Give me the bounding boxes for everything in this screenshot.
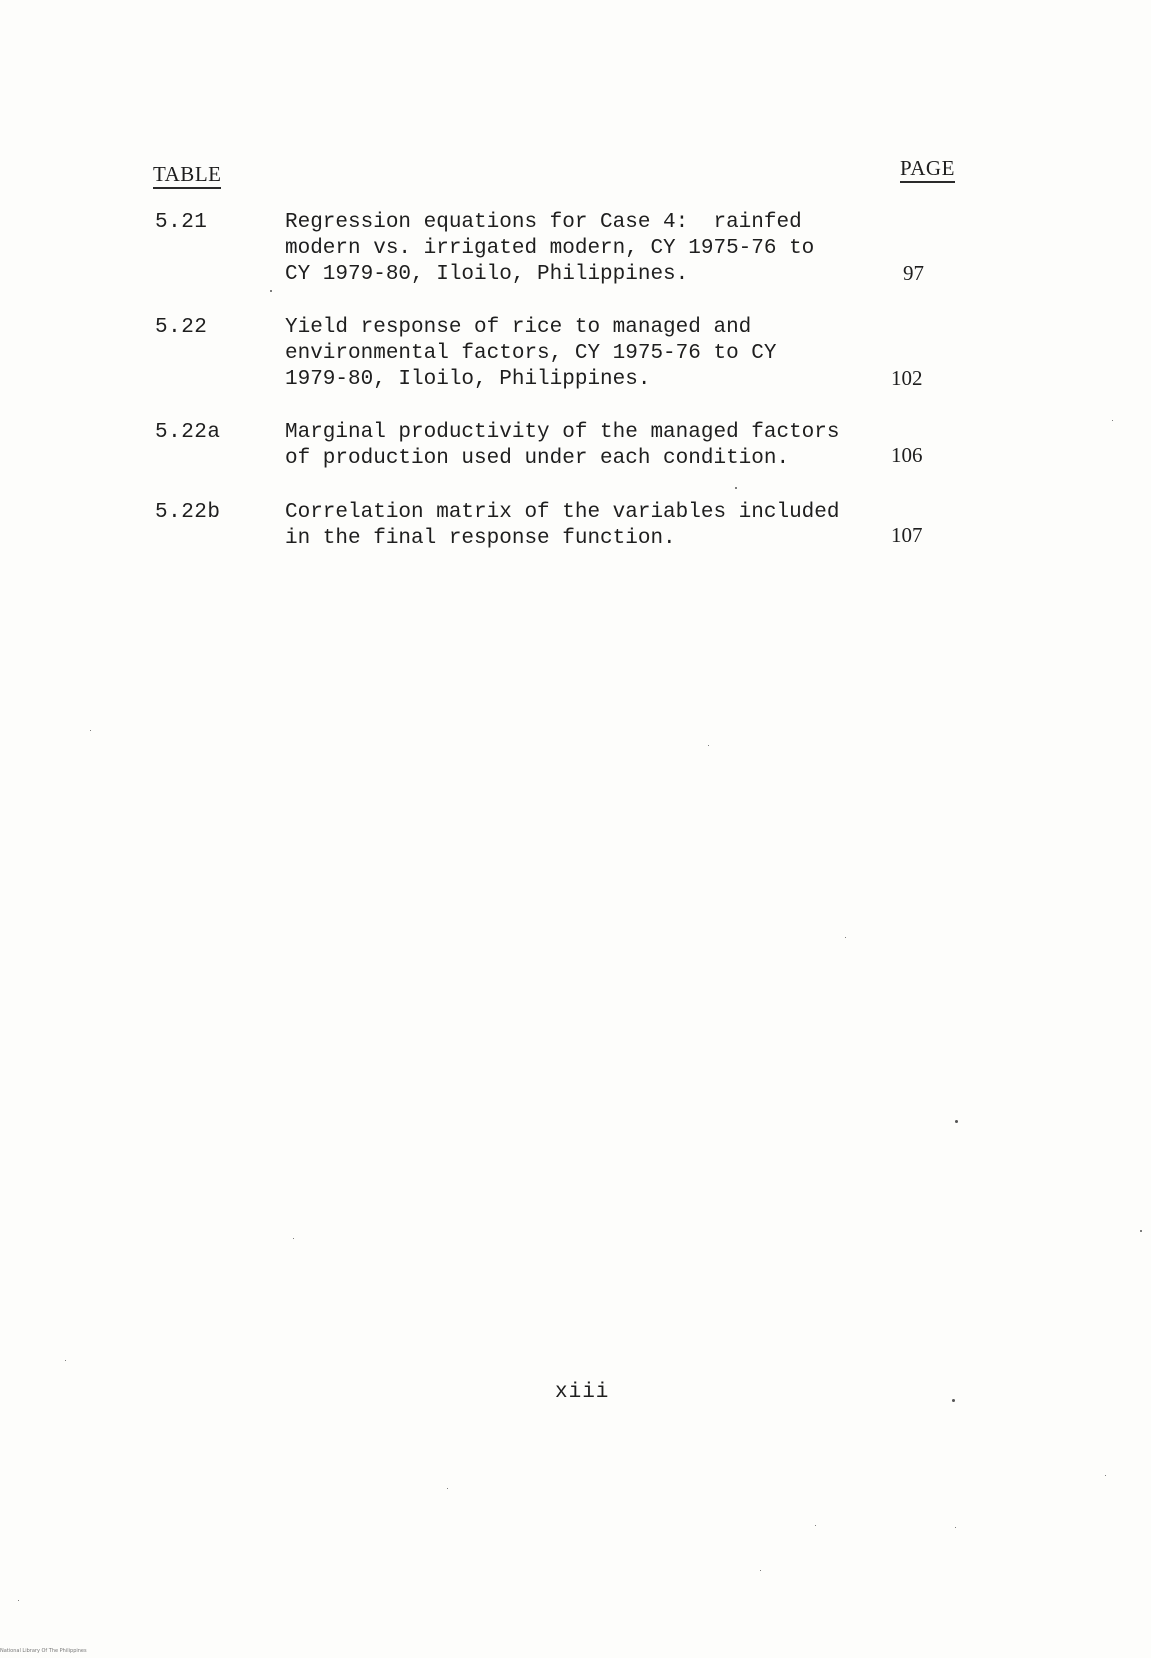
scan-speck bbox=[815, 1525, 816, 1526]
caption-line: 1979-80, Iloilo, Philippines. bbox=[285, 368, 651, 391]
scan-speck bbox=[65, 1360, 66, 1361]
page-number: 107 bbox=[891, 523, 923, 547]
page-column-header: PAGE bbox=[900, 156, 955, 183]
scan-speck bbox=[90, 730, 91, 731]
caption-line: Marginal productivity of the managed factors bbox=[285, 421, 840, 444]
table-column-header: TABLE bbox=[153, 162, 221, 189]
caption-line: environmental factors, CY 1975-76 to CY bbox=[285, 342, 777, 365]
scan-speck bbox=[270, 290, 272, 292]
scan-speck bbox=[955, 1527, 956, 1528]
scan-speck bbox=[447, 1488, 448, 1489]
caption-line: of production used under each condition. bbox=[285, 447, 790, 470]
scan-speck bbox=[955, 1120, 958, 1123]
scan-speck bbox=[18, 1600, 19, 1601]
scan-speck bbox=[952, 1399, 955, 1402]
scan-speck bbox=[708, 745, 709, 746]
caption-line: Regression equations for Case 4: rainfed bbox=[285, 211, 802, 234]
table-caption bbox=[285, 210, 885, 288]
page-number: 102 bbox=[891, 366, 923, 390]
scan-speck bbox=[1112, 420, 1113, 421]
page-footer-number: xiii bbox=[555, 1381, 610, 1404]
table-caption bbox=[285, 315, 885, 393]
scan-footer-text: National Library Of The Philippines bbox=[0, 1648, 87, 1654]
scan-speck bbox=[1140, 1230, 1142, 1232]
scan-speck bbox=[845, 937, 846, 938]
table-number: 5.22a bbox=[155, 421, 221, 444]
caption-line: CY 1979-80, Iloilo, Philippines. bbox=[285, 263, 689, 286]
caption-line: Yield response of rice to managed and bbox=[285, 316, 752, 339]
caption-line: in the final response function. bbox=[285, 527, 676, 550]
scan-speck bbox=[1105, 1475, 1106, 1476]
table-number: 5.21 bbox=[155, 211, 208, 234]
caption-line: modern vs. irrigated modern, CY 1975-76 to bbox=[285, 237, 815, 260]
page-number: 106 bbox=[891, 443, 923, 467]
caption-line: Correlation matrix of the variables included bbox=[285, 501, 840, 524]
scan-speck bbox=[293, 1238, 294, 1239]
page-number: 97 bbox=[903, 261, 924, 285]
scan-speck bbox=[760, 1570, 761, 1571]
scan-speck bbox=[735, 487, 737, 489]
table-caption bbox=[285, 420, 885, 472]
table-number: 5.22b bbox=[155, 501, 221, 524]
table-caption bbox=[285, 500, 885, 552]
table-number: 5.22 bbox=[155, 316, 208, 339]
